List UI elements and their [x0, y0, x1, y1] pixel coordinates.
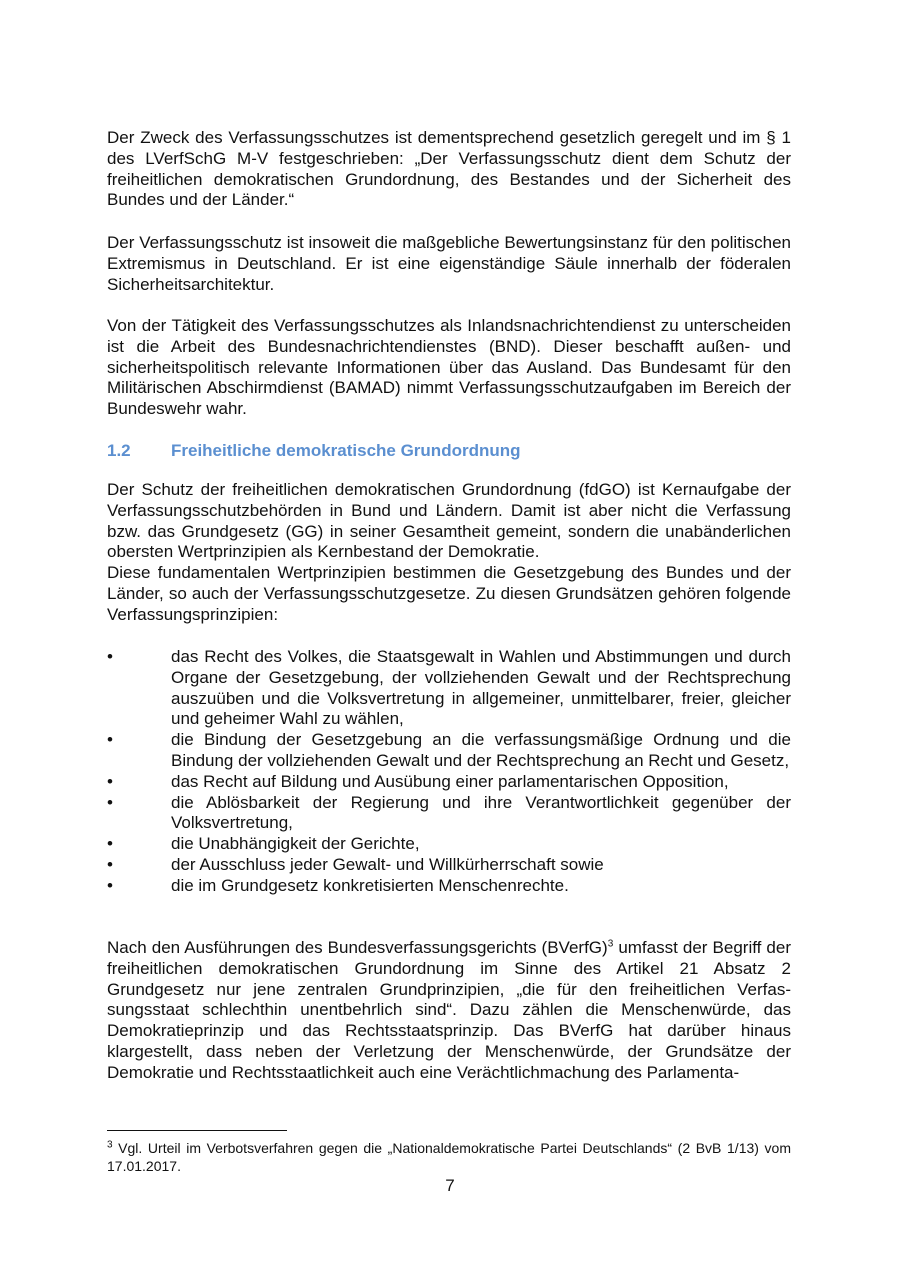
paragraph-bnd: Von der Tätigkeit des Verfassungsschutzes als Inlandsnachrichtendienst zu unterscheiden ist die Arbeit des Bundesnachrichtendienstes (BND). Dieser beschafft außen- und sicherheitspolitisch relevante Informationen über das Ausland. Das Bundesamt für den Militärischen Abschirmdienst (BAMAD) nimmt Verfassungsschutzaufgaben im Bereich der Bundeswehr wahr. — [107, 316, 791, 419]
section-heading — [107, 441, 791, 462]
bullet-icon: • — [107, 730, 113, 750]
principles-list — [107, 647, 791, 897]
paragraph-purpose: Der Zweck des Verfassungsschutzes ist dementsprechend gesetzlich geregelt und im § 1 des LVerfSchG M-V festgeschrieben: „Der Verfassungsschutz dient dem Schutz der freiheitlichen demokratischen Grundordnung, des Bestandes und der Sicherheit des Bundes und der Länder.“ — [107, 128, 791, 210]
footnote-reference[interactable]: 3 — [607, 938, 614, 950]
bullet-icon: • — [107, 647, 113, 666]
page-number: 7 — [445, 1176, 455, 1195]
list-item: • die Bindung der Gesetzgebung an die verfassungsmäßige Ordnung und die Bindung der vollziehenden Gewalt und der Rechtsprechung an Recht und Gesetz, — [107, 730, 791, 770]
list-item: • das Recht auf Bildung und Ausübung einer parlamentarischen Opposition, — [107, 771, 729, 791]
list-item: • die Ablösbarkeit der Regierung und ihre Verantwortlichkeit gegenüber der Volksvertretung, — [107, 792, 791, 833]
bullet-icon: • — [107, 854, 113, 874]
paragraph-fdgo: Der Schutz der freiheitlichen demokratischen Grundordnung (fdGO) ist Kernaufgabe der Verfassungsschutzbehörden in Bund und Ländern. Damit ist aber nicht die Verfassung bzw. das Grundgesetz (GG) in seiner Gesamtheit gemeint, sondern die unabänderlichen obersten Wertprinzipien als Kernbestand der Demokratie. — [107, 480, 791, 562]
paragraph-evaluation: Der Verfassungsschutz ist insoweit die maßgebliche Bewertungsinstanz für den politischen Extremismus in Deutschland. Er ist eine eigenständige Säule innerhalb der föderalen Sicherheitsarchitektur. — [107, 233, 791, 294]
bullet-icon: • — [107, 771, 113, 791]
list-item: • die im Grundgesetz konkretisierten Menschenrechte. — [107, 875, 569, 895]
bullet-icon: • — [107, 834, 113, 854]
section-title: Freiheitliche demokratische Grundordnung — [171, 441, 521, 460]
footnote-text: Vgl. Urteil im Verbotsverfahren gegen die „Nationaldemokratische Partei Deutschlands“ (2 BvB 1/13) vom 17.01.2017. — [107, 1140, 791, 1174]
list-item: • der Ausschluss jeder Gewalt- und Willkürherrschaft sowie — [107, 854, 604, 874]
paragraph-principles-intro: Diese fundamentalen Wertprinzipien bestimmen die Gesetzgebung des Bundes und der Länder, so auch der Verfassungsschutzgesetze. Zu diesen Grundsätzen gehören folgende Verfassungsprinzipien: — [107, 563, 791, 624]
list-item: • das Recht des Volkes, die Staatsgewalt in Wahlen und Abstimmungen und durch Organe der Gesetzgebung, der vollziehenden Gewalt und der Rechtsprechung auszuüben und die Volksvertretung in allgemeiner, unmittelbarer, freier, gleicher und geheimer Wahl zu wählen, — [107, 647, 791, 729]
list-item: • die Unabhängigkeit der Gerichte, — [107, 834, 420, 854]
section-number: 1.2 — [107, 441, 131, 460]
footnote-marker: 3 — [107, 1139, 113, 1151]
footnote-divider — [107, 1130, 287, 1131]
paragraph-bverfg: Nach den Ausführungen des Bundesverfassungsgerichts (BVerfG)$^3$ umfasst der Begriff der freiheitlichen demokratischen Grundordnung im Sinne des Artikel 21 Absatz 2 Grundgesetz nur jene zentralen Grundprinzipien, „die für den freiheitlichen Verfassungsstaat schlechthin unentbehrlich sind“. Dazu zählen die Menschenwürde, das Demokratieprinzip und das Rechtsstaatsprinzip. Das BVerfG hat darüber hinaus klargestellt, dass neben der Verletzung der Menschenwürde, der Grundsätze der Demokratie und Rechtsstaatlichkeit auch eine Verächtlichmachung des Parlamenta- — [107, 938, 791, 1082]
bullet-icon: • — [107, 792, 113, 812]
bullet-icon: • — [107, 875, 113, 895]
footnote — [107, 1140, 791, 1175]
